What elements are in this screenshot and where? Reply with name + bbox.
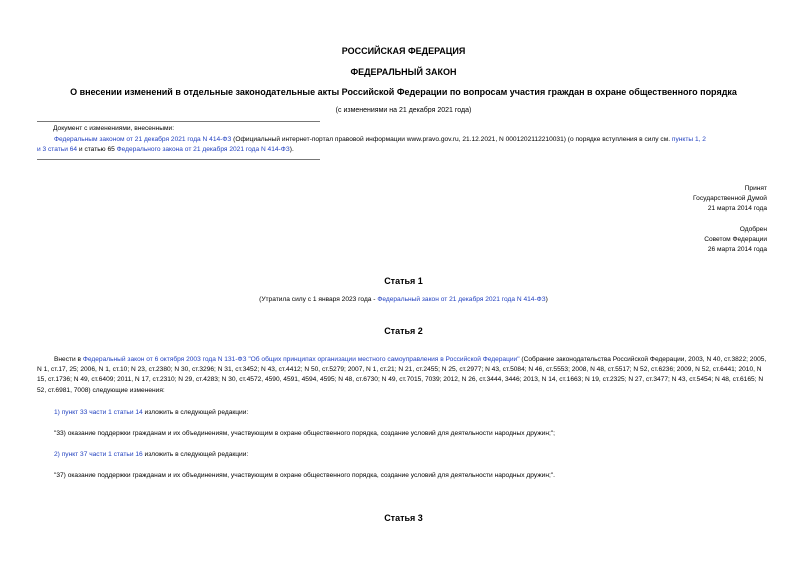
approved-line-1: Одобрен — [739, 226, 767, 233]
article-1-note-pre: (Утратила силу с 1 января 2023 года - — [259, 296, 378, 303]
bottom-rule — [37, 159, 320, 160]
article-1-note-post: ) — [545, 296, 548, 303]
article-2-item-2 — [37, 450, 769, 460]
changes-text-4: ). — [289, 146, 294, 153]
article-2-item-1 — [37, 408, 769, 418]
item-1-number[interactable]: 1) — [54, 409, 62, 416]
article-1-note-link[interactable]: Федеральный закон от 21 декабря 2021 года N 414-ФЗ — [377, 296, 546, 303]
article-2-heading: Статья 2 — [384, 326, 423, 336]
item-1-post: изложить в следующей редакции: — [142, 409, 249, 416]
article-2-post: (Собрание законодательства Российской Федерации, 2003, N 40, ст.3822; 2005, N 1, ст.17, 25; 2006, N 1, ст.10; N 23, ст.2380; N 30, ст.3296; N 31, ст.3452; N 43, ст.4412; N 50, ст.5279; 2007, N 1, ст.21; N 21, ст.2455; N 25, ст.2977; N 43, ст.5084; N 46, ст.5553; 2008, N 48, ст.5517; N 52, ст.6236; 2009, N 52, ст.6441; 2010, N 15, ст.1736; N 49, ст.6409; 2011, N 17, ст.2310; N 29, ст.4283; N 30, ст.4572, 4590, 4591, 4594, 4595; N 48, ст.6730; N 49, ст.7015, 7039; 2012, N 26, ст.3444, 3446; 2013, N 14, ст.1663; N 19, ст.2325; N 27, ст.3477; N 43, ст.5454; N 48, ст.6165; N 52, ст.6981, 7008) следующие изменения: — [37, 356, 767, 394]
changes-link-article64[interactable]: и 3 статьи 64 — [37, 146, 78, 153]
top-rule — [37, 121, 320, 122]
changes-list — [37, 135, 769, 155]
article-1-heading: Статья 1 — [384, 276, 423, 286]
article-2-item-1-text: "33) оказание поддержки гражданам и их объединениям, участвующим в охране общественного порядка, создание условий для деятельности народных дружин;"; — [54, 430, 555, 437]
item-2-number[interactable]: 2) — [54, 451, 62, 458]
article-2-pre: Внести в — [54, 356, 83, 363]
item-2-post: изложить в следующей редакции: — [142, 451, 249, 458]
item-2-link[interactable]: пункт 37 части 1 статьи 16 — [61, 451, 143, 458]
changes-link-law[interactable]: Федеральным законом от 21 декабря 2021 года N 414-ФЗ — [54, 136, 232, 143]
adopted-line-1: Принят — [744, 185, 767, 192]
article-3-heading: Статья 3 — [384, 513, 423, 523]
adopted-block — [693, 184, 767, 214]
approved-line-3: 26 марта 2014 года — [707, 246, 767, 253]
document-title: О внесении изменений в отдельные законодательные акты Российской Федерации по вопросам участия граждан в охране общественного порядка — [70, 87, 737, 97]
adopted-line-3: 21 марта 2014 года — [707, 205, 767, 212]
changes-text-1: (Официальный интернет-портал правовой информации www.pravo.gov.ru, 21.12.2021, N 0001202112210031) (о порядке вступления в силу см. — [231, 136, 672, 143]
article-1-note — [0, 295, 807, 305]
law-type-heading: ФЕДЕРАЛЬНЫЙ ЗАКОН — [350, 67, 457, 77]
article-2-item-2-text: "37) оказание поддержки гражданам и их объединениям, участвующим в охране общественного порядка, создание условий для деятельности народных дружин;". — [54, 472, 555, 479]
approved-block — [704, 225, 767, 255]
changes-intro: Документ с изменениями, внесенными: — [53, 125, 175, 132]
article-2-law-link[interactable]: Федеральный закон от 6 октября 2003 года N 131-ФЗ "Об общих принципах организации местного самоуправления в Российской Федерации" — [82, 356, 520, 363]
changes-link-article65[interactable]: Федерального закона от 21 декабря 2021 года N 414-ФЗ — [116, 146, 290, 153]
article-2-paragraph — [37, 355, 769, 396]
changes-link-points[interactable]: пункты 1, 2 — [671, 136, 706, 143]
item-1-link[interactable]: пункт 33 части 1 статьи 14 — [61, 409, 143, 416]
changes-text-3: и статью 65 — [77, 146, 117, 153]
adopted-line-2: Государственной Думой — [693, 195, 767, 202]
edition-note: (с изменениями на 21 декабря 2021 года) — [335, 107, 472, 114]
country-heading: РОССИЙСКАЯ ФЕДЕРАЦИЯ — [341, 46, 466, 56]
approved-line-2: Советом Федерации — [704, 236, 767, 243]
